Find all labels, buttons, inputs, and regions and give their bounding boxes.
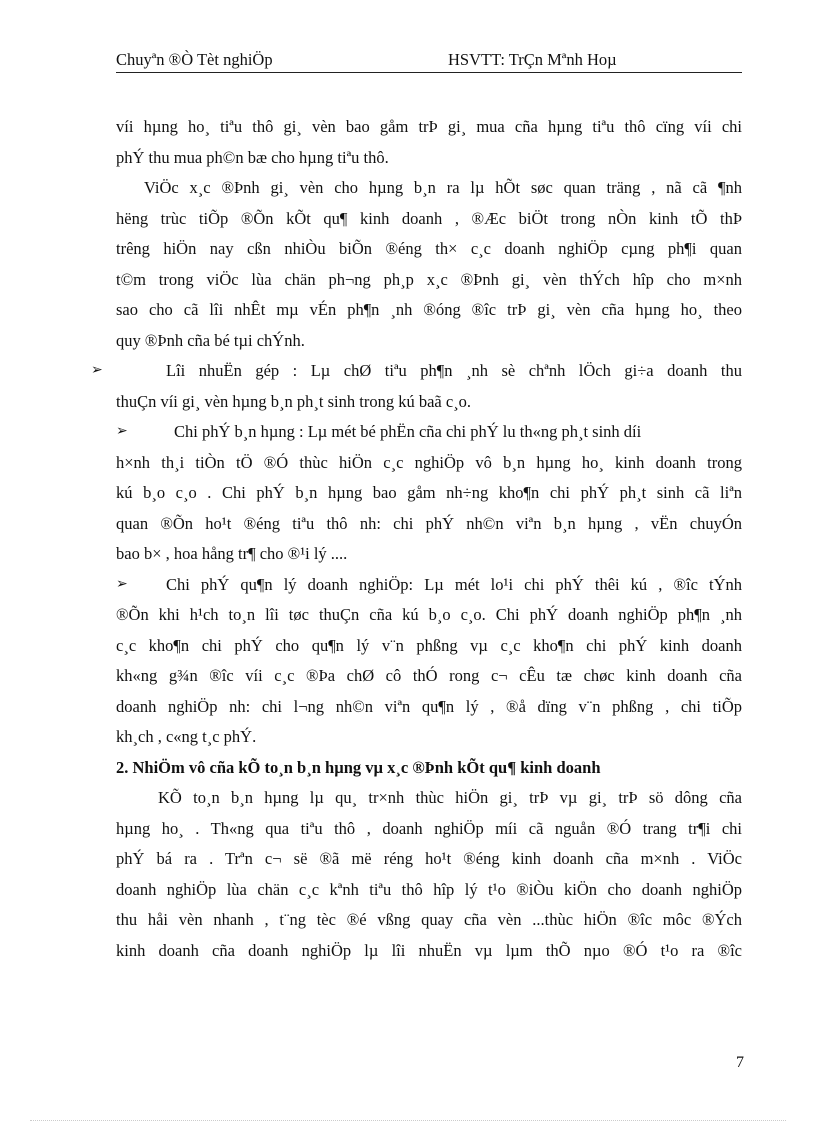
text-line-18: c¸c kho¶n chi phÝ cho qu¶n lý v¨n phßng vµ c¸c kho¶n chi phÝ kinh doanh — [116, 635, 742, 655]
text-line-8: quy ®Þnh cña bé tµi chÝnh. — [116, 330, 305, 350]
text-line-20: doanh nghiÖp nh: chi l¬ng nh©n viªn qu¶n lý , ®å dïng v¨n phßng , chi tiÕp — [116, 696, 742, 716]
text-line-17: ®Õn khi h¹ch to¸n lîi tøc thuÇn cña kú b¸o c¸o. Chi phÝ doanh nghiÖp ph¶n ¸nh — [116, 605, 742, 624]
page-number: 7 — [736, 1054, 744, 1071]
text-line-6: t©m trong viÖc lùa chän ph¬ng ph¸p x¸c ®Þnh gi¸ vèn thÝch hîp cho m×nh — [116, 269, 742, 289]
text-line-4: hëng trùc tiÕp ®Õn kÕt qu¶ kinh doanh , ®Æc biÖt trong nÒn kinh tÕ thÞ — [116, 208, 742, 228]
header-student: HSVTT: TrÇn Mªnh Hoµ — [448, 50, 617, 69]
text-line-13: kú b¸o c¸o . Chi phÝ b¸n hµng bao gåm nh÷ng kho¶n chi phÝ ph¸t sinh cã liªn — [116, 483, 742, 502]
arrow-bullet-icon: ➢ — [116, 424, 128, 439]
text-line-24: hµng ho¸ . Th«ng qua tiªu thô , doanh nghiÖp míi cã nguån ®Ó trang tr¶i chi — [116, 818, 742, 838]
header-title: Chuyªn ®Ò Tèt nghiÖp — [116, 50, 273, 69]
text-line-1: víi hµng ho¸ tiªu thô gi¸ vèn bao gåm trÞ gi¸ mua cña hµng tiªu thô cïng víi chi — [116, 117, 742, 136]
text-line-11: Chi phÝ b¸n hµng : Lµ mét bé phËn cña chi phÝ lu th«ng ph¸t sinh díi — [174, 422, 642, 441]
text-line-5: trêng hiÖn nay cßn nhiÒu biÕn ®éng th× c¸c doanh nghiÖp cµng ph¶i quan — [116, 239, 742, 258]
arrow-bullet-icon: ➢ — [91, 363, 103, 378]
section-heading: 2. NhiÖm vô cña kÕ to¸n b¸n hµng vµ x¸c ®Þnh kÕt qu¶ kinh doanh — [116, 757, 601, 777]
text-line-23: KÕ to¸n b¸n hµng lµ qu¸ tr×nh thùc hiÖn gi¸ trÞ vµ gi¸ trÞ sö dông cña — [158, 788, 742, 807]
text-line-25: phÝ bá ra . Trªn c¬ së ®ã më réng ho¹t ®éng kinh doanh cña m×nh . ViÖc — [116, 849, 742, 868]
text-line-21: kh¸ch , c«ng t¸c phÝ. — [116, 727, 257, 746]
page-bottom-divider — [30, 1120, 786, 1121]
text-line-27: thu håi vèn nhanh , t¨ng tèc ®é vßng quay cña vèn ...thùc hiÖn ®îc môc ®Ých — [116, 910, 742, 929]
text-line-9: Lîi nhuËn gép : Lµ chØ tiªu ph¶n ¸nh sè chªnh lÖch gi÷a doanh thu — [166, 361, 742, 380]
text-line-16: Chi phÝ qu¶n lý doanh nghiÖp: Lµ mét lo¹i chi phÝ thêi kú , ®îc tÝnh — [166, 574, 742, 594]
text-line-3: ViÖc x¸c ®Þnh gi¸ vèn cho hµng b¸n ra lµ hÕt søc quan träng , nã cã ¶nh — [144, 178, 742, 197]
text-line-14: quan ®Õn ho¹t ®éng tiªu thô nh: chi phÝ nh©n viªn b¸n hµng , vËn chuyÓn — [116, 513, 742, 533]
bullet-item-admin-cost — [116, 570, 742, 601]
bullet-item-gross-profit — [91, 356, 742, 387]
text-line-7: sao cho cã lîi nhÊt mµ vÉn ph¶n ¸nh ®óng ®îc trÞ gi¸ vèn cña hµng ho¸ theo — [116, 300, 742, 319]
page-header — [116, 50, 742, 73]
text-line-12: h×nh th¸i tiÒn tÖ ®Ó thùc hiÖn c¸c nghiÖp vô b¸n hµng ho¸ kinh doanh trong — [116, 452, 742, 472]
bullet-item-selling-cost — [116, 417, 742, 448]
text-line-28: kinh doanh cña doanh nghiÖp lµ lîi nhuËn vµ lµm thÕ nµo ®Ó t¹o ra ®îc — [116, 940, 742, 960]
text-line-10: thuÇn víi gi¸ vèn hµng b¸n ph¸t sinh trong kú baã c¸o. — [116, 391, 472, 411]
body-text — [91, 112, 742, 966]
text-line-15: bao b× , hoa hång tr¶ cho ®¹i lý .... — [116, 544, 348, 563]
text-line-19: kh«ng g¾n ®îc víi c¸c ®Þa chØ cô thÓ rong c¬ cÊu tæ chøc kinh doanh cña — [116, 666, 742, 685]
arrow-bullet-icon: ➢ — [116, 576, 128, 592]
text-line-26: doanh nghiÖp lùa chän c¸c kªnh tiªu thô hîp lý t¹o ®iÒu kiÖn cho doanh nghiÖp — [116, 879, 742, 899]
text-line-2: phÝ thu mua ph©n bæ cho hµng tiªu thô. — [116, 147, 389, 167]
